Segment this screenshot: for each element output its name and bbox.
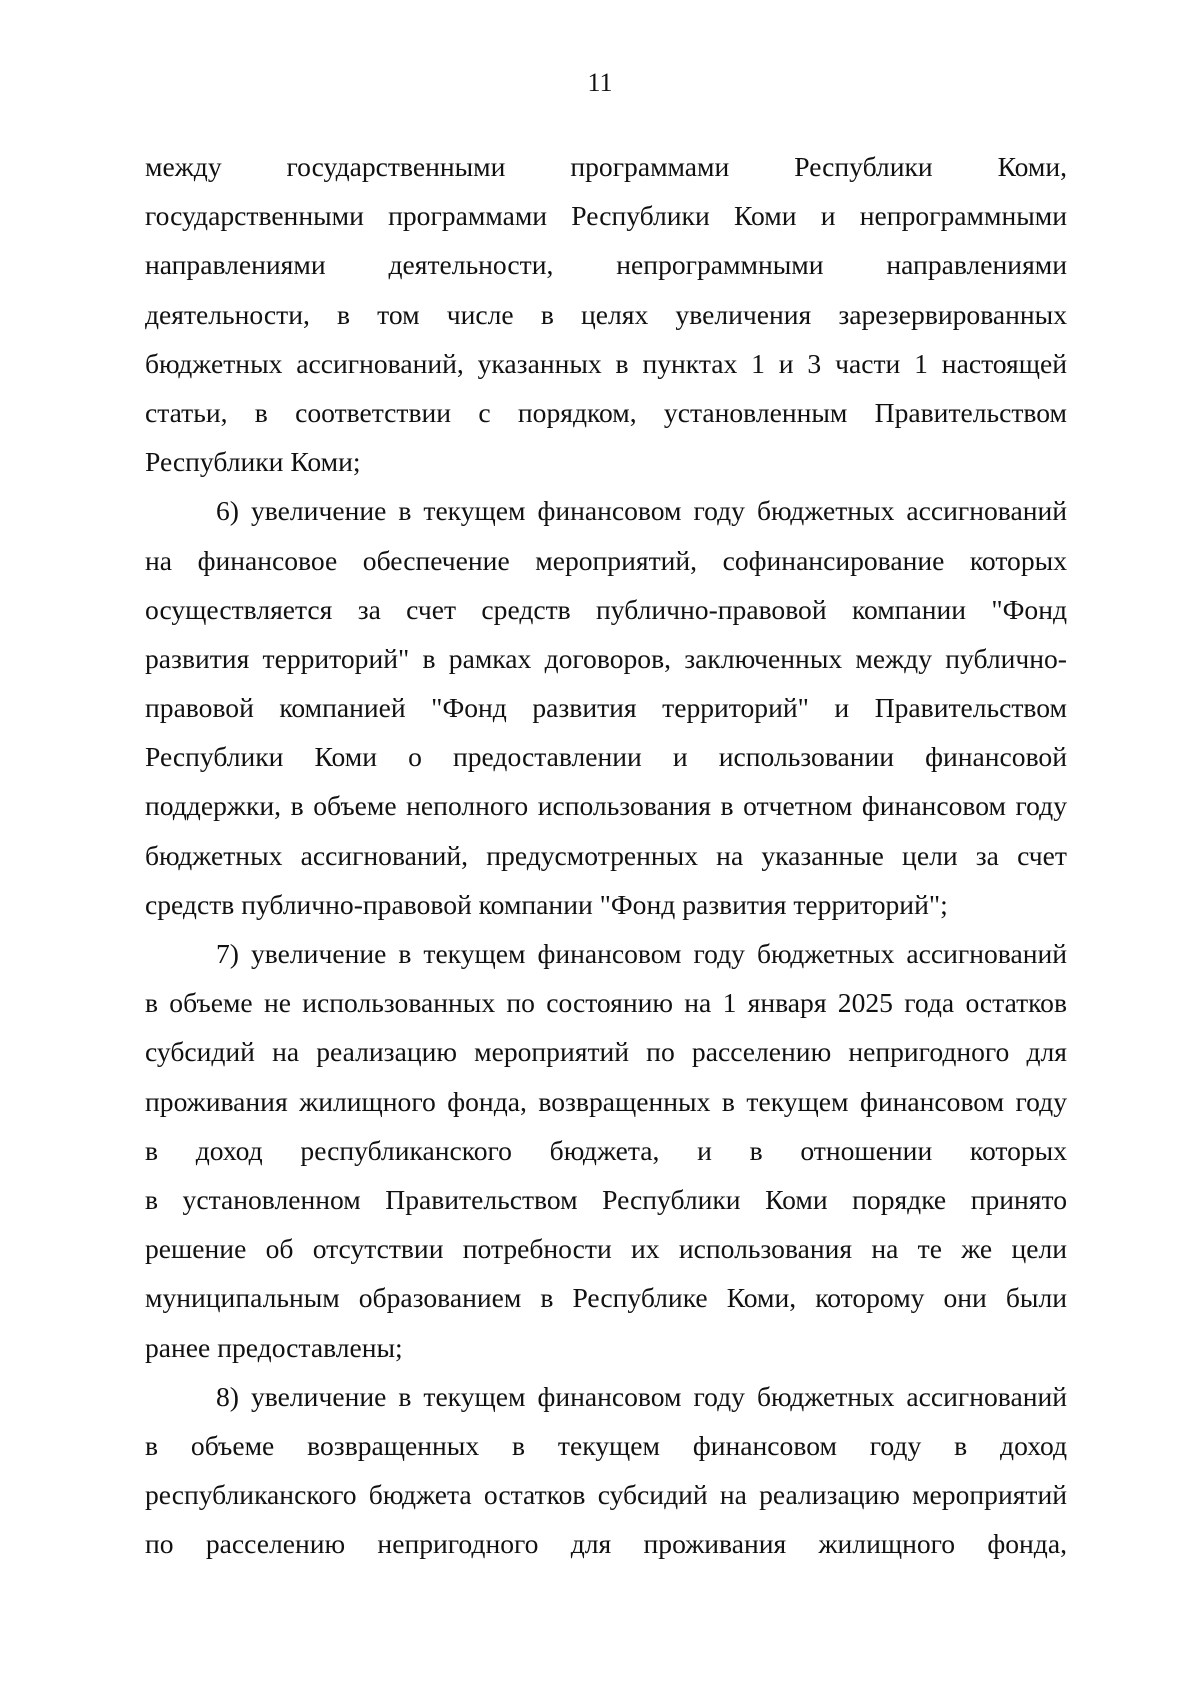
text-line: правовой компанией "Фонд развития территорий" и Правительством bbox=[145, 692, 1067, 724]
text-line: проживания жилищного фонда, возвращенных в текущем финансовом году bbox=[145, 1085, 1067, 1117]
page-number: 11 bbox=[587, 68, 613, 97]
text-line: поддержки, в объеме неполного использования в отчетном финансовом году bbox=[145, 790, 1067, 822]
paragraph-first-line: 6) увеличение в текущем финансовом году бюджетных ассигнований bbox=[216, 495, 1067, 527]
text-line: осуществляется за счет средств публично-правовой компании "Фонд bbox=[145, 593, 1067, 625]
text-line: в объеме не использованных по состоянию на 1 января 2025 года остатков bbox=[145, 987, 1067, 1019]
paragraph-first-line: 8) увеличение в текущем финансовом году бюджетных ассигнований bbox=[216, 1380, 1067, 1412]
text-line: бюджетных ассигнований, предусмотренных на указанные цели за счет bbox=[145, 839, 1067, 871]
text-line: в установленном Правительством Республики Коми порядке принято bbox=[145, 1183, 1067, 1215]
text-line: решение об отсутствии потребности их использования на те же цели bbox=[145, 1233, 1067, 1265]
text-line: развития территорий" в рамках договоров, заключенных между публично- bbox=[145, 642, 1067, 674]
text-line: статьи, в соответствии с порядком, установленным Правительством bbox=[145, 396, 1067, 428]
text-line: ранее предоставлены; bbox=[145, 1331, 403, 1363]
text-line: государственными программами Республики Коми и непрограммными bbox=[145, 200, 1067, 232]
paragraph-first-line: 7) увеличение в текущем финансовом году бюджетных ассигнований bbox=[216, 938, 1067, 969]
text-line: средств публично-правовой компании "Фонд развития территорий"; bbox=[145, 888, 948, 920]
text-line: направлениями деятельности, непрограммными направлениями bbox=[145, 249, 1067, 281]
text-line: субсидий на реализацию мероприятий по расселению непригодного для bbox=[145, 1036, 1067, 1068]
text-line: Республики Коми; bbox=[145, 446, 361, 478]
text-line: по расселению непригодного для проживания жилищного фонда, bbox=[145, 1528, 1067, 1560]
text-line: в доход республиканского бюджета, и в отношении которых bbox=[145, 1134, 1067, 1166]
text-line: деятельности, в том числе в целях увеличения зарезервированных bbox=[145, 298, 1067, 330]
text-line: между государственными программами Республики Коми, bbox=[145, 151, 1067, 182]
text-line: республиканского бюджета остатков субсидий на реализацию мероприятий bbox=[145, 1479, 1067, 1511]
text-line: Республики Коми о предоставлении и использовании финансовой bbox=[145, 741, 1067, 773]
text-line: бюджетных ассигнований, указанных в пунктах 1 и 3 части 1 настоящей bbox=[145, 347, 1067, 379]
document-body bbox=[145, 142, 1067, 1568]
text-line: на финансовое обеспечение мероприятий, софинансирование которых bbox=[145, 544, 1067, 576]
text-line: в объеме возвращенных в текущем финансовом году в доход bbox=[145, 1429, 1067, 1461]
text-line: муниципальным образованием в Республике Коми, которому они были bbox=[145, 1282, 1067, 1314]
